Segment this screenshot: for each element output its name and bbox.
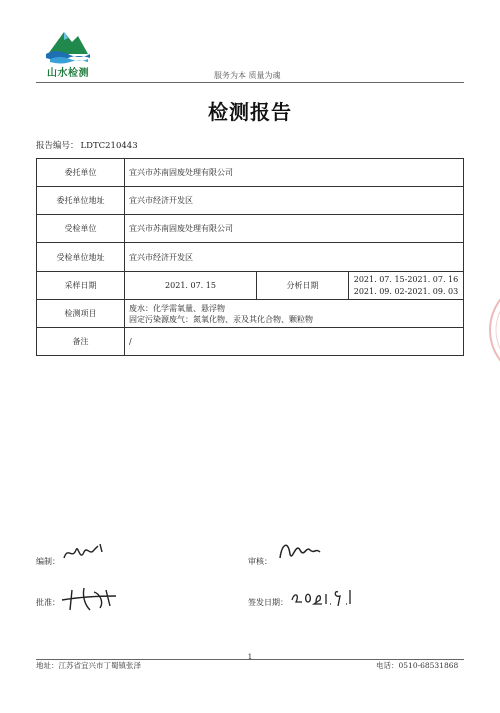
client-address-label: 委托单位地址 [37, 187, 125, 214]
header-divider [36, 82, 464, 83]
table-row [37, 243, 463, 272]
report-info-table [36, 158, 464, 356]
test-items-label: 检测项目 [37, 300, 125, 327]
sampling-date-value: 2021. 07. 15 [125, 272, 257, 299]
issue-date-label: 签发日期： [248, 598, 288, 607]
analysis-date-range: 2021. 07. 15-2021. 07. 16 [353, 274, 459, 284]
editor-signature [60, 540, 110, 566]
inspected-label: 受检单位 [37, 215, 125, 242]
inspected-address-label: 受检单位地址 [37, 243, 125, 271]
report-number-label: 报告编号： [36, 141, 79, 151]
client-label: 委托单位 [37, 159, 125, 186]
table-row [37, 328, 463, 355]
page-title: 检测报告 [208, 100, 292, 124]
test-item-line: 废水：化学需氧量、悬浮物 [129, 303, 225, 313]
client-value: 宜兴市苏南固废处理有限公司 [129, 168, 233, 177]
remarks-value: / [129, 337, 132, 346]
analysis-date-label: 分析日期 [257, 272, 349, 299]
table-row [37, 215, 463, 243]
report-number-value: LDTC210443 [80, 141, 138, 151]
test-item-line: 固定污染源废气：氮氧化物、汞及其化合物、颗粒物 [129, 314, 313, 324]
reviewer-label: 审核： [248, 557, 272, 566]
mountain-water-icon [44, 24, 92, 64]
analysis-date-range: 2021. 09. 02-2021. 09. 03 [353, 286, 459, 296]
page-number: 1 [247, 653, 253, 661]
table-row [37, 272, 463, 300]
footer-address: 地址：江苏省宜兴市丁蜀镇张泽 [36, 661, 141, 670]
company-logo [38, 24, 98, 78]
slogan: 服务为本 质量为魂 [214, 71, 281, 80]
logo-text: 山水检测 [47, 68, 89, 79]
inspected-address-value: 宜兴市经济开发区 [129, 252, 193, 262]
test-items-value [125, 300, 463, 327]
analysis-date-values [349, 272, 463, 299]
client-address-value: 宜兴市经济开发区 [129, 196, 193, 205]
handwritten-issue-date [290, 586, 354, 608]
table-row [37, 159, 463, 187]
footer-phone: 电话：0510-68531868 [376, 661, 459, 670]
approver-signature [60, 584, 120, 614]
table-row [37, 187, 463, 215]
table-row [37, 300, 463, 328]
editor-label: 编制： [36, 557, 60, 566]
sampling-date-label: 采样日期 [37, 272, 125, 299]
approver-label: 批准： [36, 598, 60, 607]
inspected-value: 宜兴市苏南固废处理有限公司 [129, 224, 233, 233]
reviewer-signature [276, 536, 324, 566]
report-number [36, 139, 138, 151]
seal-stamp-fragment [484, 270, 500, 390]
remarks-label: 备注 [37, 328, 125, 355]
